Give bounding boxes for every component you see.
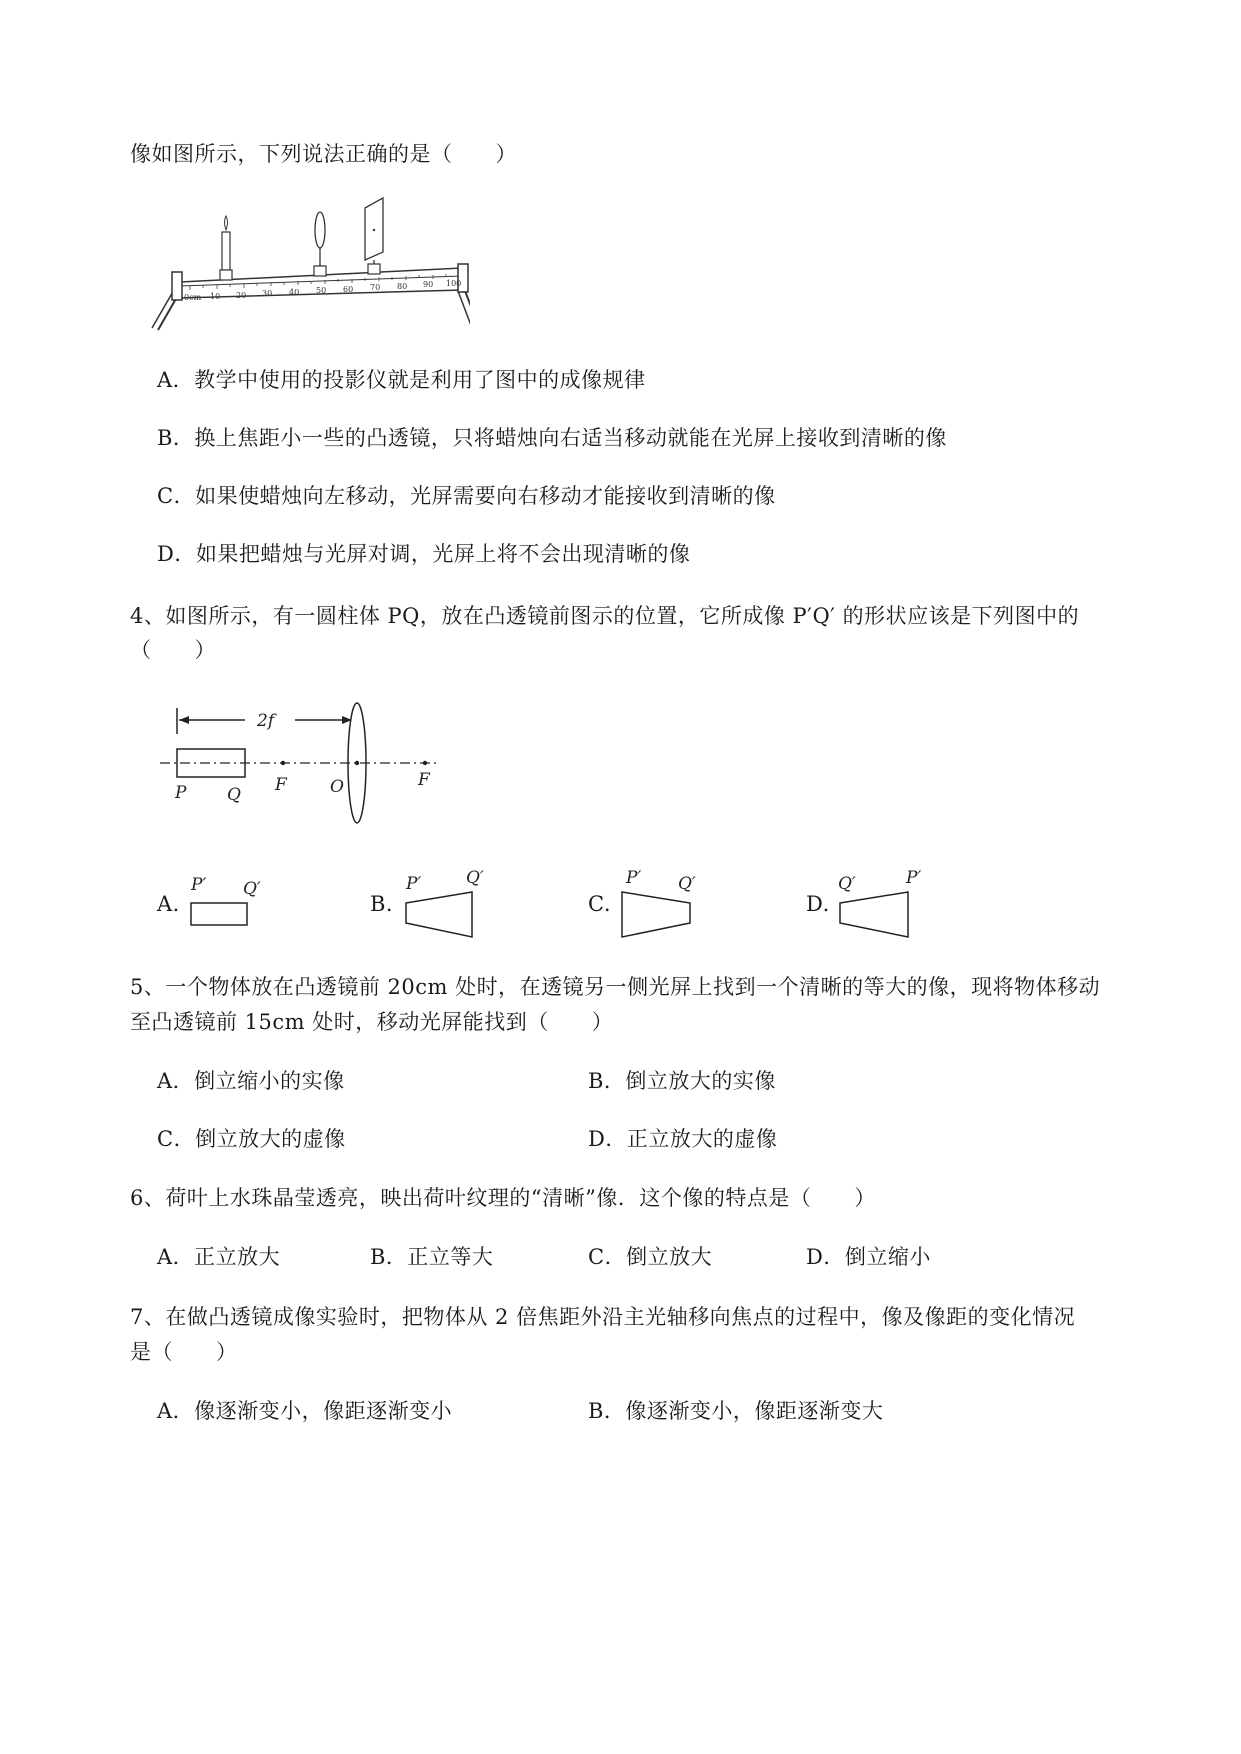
q4-option-b-letter[interactable]: B. [370,892,394,916]
option-b-shape [406,892,472,937]
screen-icon [365,198,383,274]
q4-option-c-figure[interactable] [618,865,718,940]
q5-option-a[interactable]: A．倒立缩小的实像 [157,1069,345,1093]
q6-stem: 6、荷叶上水珠晶莹透亮，映出荷叶纹理的“清晰”像．这个像的特点是（ ） [130,1186,876,1210]
focal-point-right [423,761,427,765]
option-d-label-p: P′ [906,868,922,888]
option-c-label-p: P′ [626,868,642,888]
q5-option-c[interactable]: C．倒立放大的虚像 [157,1127,346,1151]
option-c-shape [622,892,690,937]
q6-option-d[interactable]: D．倒立缩小 [806,1245,931,1269]
q5-stem-line2: 至凸透镜前 15cm 处时，移动光屏能找到（ ） [130,1010,614,1034]
q7-stem-line2: 是（ ） [130,1340,238,1364]
scale-label-30: 30 [262,289,273,298]
q4-option-a-figure[interactable] [185,870,275,930]
q4-stem-line2: （ ） [130,638,216,662]
label-f-right: F [418,770,430,790]
option-a-shape [191,903,247,925]
q6-option-c[interactable]: C．倒立放大 [588,1245,713,1269]
scale-label-80: 80 [397,282,408,291]
q5-option-b[interactable]: B．倒立放大的实像 [588,1069,776,1093]
q6-option-b[interactable]: B．正立等大 [370,1245,494,1269]
option-b-label-p: P′ [406,874,422,894]
option-a-label-p: P′ [191,875,207,895]
option-b-label-q: Q′ [466,868,484,888]
optical-bench-figure [150,190,470,335]
focal-point-left [281,761,285,765]
label-q: Q [227,785,241,805]
lens-icon [314,212,326,276]
q7-stem-line1: 7、在做凸透镜成像实验时，把物体从 2 倍焦距外沿主光轴移向焦点的过程中，像及像距的变化情况 [130,1305,1076,1329]
scale-label-60: 60 [343,285,354,294]
lens-center [355,761,359,765]
scale-label-90: 90 [423,280,434,289]
scale-label-40: 40 [289,288,300,297]
label-p: P [175,783,187,803]
q6-option-a[interactable]: A．正立放大 [157,1245,281,1269]
q3-stem: 像如图所示，下列说法正确的是（ ） [130,142,517,166]
option-d-shape [840,892,908,937]
q4-stem-line1: 4、如图所示，有一圆柱体 PQ，放在凸透镜前图示的位置，它所成像 P′Q′ 的形状应该是下列图中的 [130,604,1080,628]
bench-end-left [172,272,182,300]
option-a-label-q: Q′ [243,879,261,899]
q5-stem-line1: 5、一个物体放在凸透镜前 20cm 处时，在透镜另一侧光屏上找到一个清晰的等大的像，现将物体移动 [130,975,1101,999]
q4-option-c-letter[interactable]: C. [588,892,611,916]
option-c-label-q: Q′ [678,874,696,894]
q3-option-b[interactable]: B．换上焦距小一些的凸透镜，只将蜡烛向右适当移动就能在光屏上接收到清晰的像 [157,426,947,450]
q5-option-d[interactable]: D．正立放大的虚像 [588,1127,778,1151]
q7-option-b[interactable]: B．像逐渐变小，像距逐渐变大 [588,1399,884,1423]
scale-label-20: 20 [236,291,247,300]
two-f-label: 2f [257,711,275,731]
q7-option-a[interactable]: A．像逐渐变小，像距逐渐变小 [157,1399,453,1423]
scale-label-70: 70 [370,283,381,292]
scale-label-10: 10 [210,292,221,301]
q4-option-d-letter[interactable]: D. [806,892,830,916]
q3-option-a[interactable]: A．教学中使用的投影仪就是利用了图中的成像规律 [157,368,646,392]
q4-option-a-letter[interactable]: A. [157,892,180,916]
lens-diagram-figure [155,690,455,830]
q3-option-c[interactable]: C．如果使蜡烛向左移动，光屏需要向右移动才能接收到清晰的像 [157,484,776,508]
option-d-label-q: Q′ [838,874,856,894]
label-o: O [330,777,344,797]
q4-option-d-figure[interactable] [836,865,936,940]
scale-label-100: 100 [446,279,462,288]
q3-option-d[interactable]: D．如果把蜡烛与光屏对调，光屏上将不会出现清晰的像 [157,542,691,566]
candle-icon [220,216,232,280]
scale-label-0: 0cm [184,293,202,302]
scale-label-50: 50 [316,286,327,295]
q4-option-b-figure[interactable] [400,865,500,940]
label-f-left: F [275,775,287,795]
